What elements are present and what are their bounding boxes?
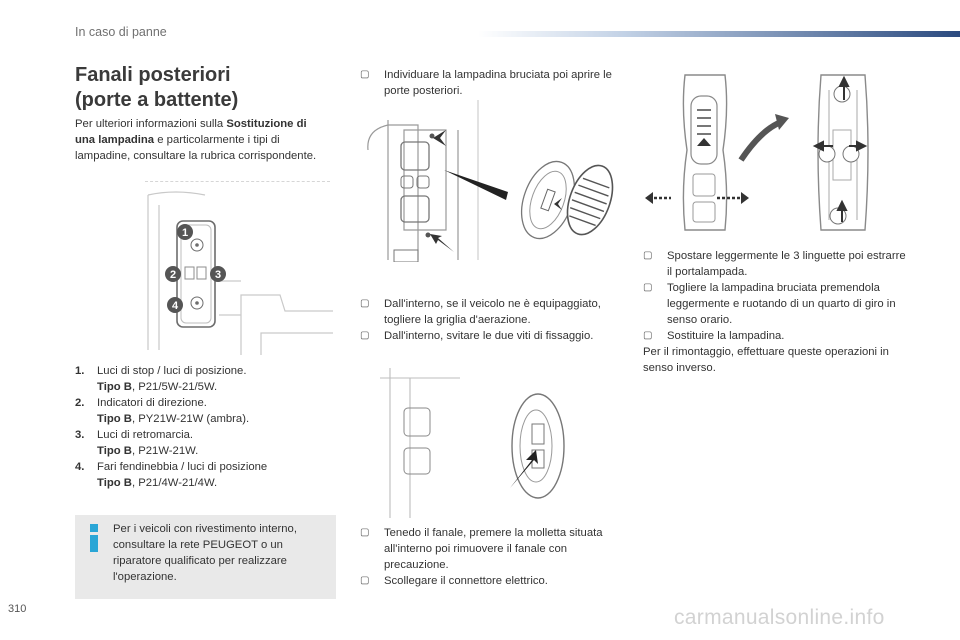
steps-open-doors	[360, 67, 625, 99]
intro-after: e particolarmente i tipi di lampadine, consultare la rubrica corrispondente.	[75, 134, 317, 162]
callout-3: 3	[214, 269, 222, 281]
page-title	[75, 63, 238, 113]
bulb-type: Tipo B	[97, 477, 132, 489]
bulb-name: Luci di retromarcia.	[97, 429, 194, 441]
checkbox-bullet-icon: ▢	[360, 330, 370, 341]
title-line-2: (porte a battente)	[75, 89, 239, 111]
header-gradient-bar	[478, 31, 960, 37]
lamp-holder-diagram	[645, 70, 915, 240]
title-line-1: Fanali posteriori	[75, 64, 231, 86]
checkbox-bullet-icon: ▢	[643, 250, 653, 261]
intro-before: Per ulteriori informazioni sulla	[75, 118, 227, 130]
step-text: Togliere la lampadina bruciata premendola leggermente e ruotando di un quarto di giro in senso orario.	[667, 282, 896, 326]
bulb-type: Tipo B	[97, 445, 132, 457]
list-item	[643, 248, 913, 280]
list-item	[643, 280, 913, 328]
list-item	[360, 525, 625, 573]
checkbox-bullet-icon: ▢	[360, 298, 370, 309]
page-number: 310	[8, 603, 27, 615]
step-text: Dall'interno, se il veicolo ne è equipaggiato, togliere la griglia d'aerazione.	[384, 298, 601, 326]
info-text: Per i veicoli con rivestimento interno, consultare la rete PEUGEOT o un riparatore qualificato per realizzare l'operazione.	[113, 523, 297, 583]
list-item	[643, 328, 913, 344]
bulb-list	[75, 363, 335, 491]
checkbox-bullet-icon: ▢	[360, 527, 370, 538]
divider	[145, 181, 330, 182]
info-icon	[89, 524, 99, 552]
checkbox-bullet-icon: ▢	[360, 575, 370, 586]
bulb-name: Indicatori di direzione.	[97, 397, 207, 409]
step-text: Individuare la lampadina bruciata poi aprire le porte posteriori.	[384, 69, 612, 97]
step-text: Dall'interno, svitare le due viti di fissaggio.	[384, 330, 594, 342]
list-item	[360, 67, 625, 99]
info-box	[75, 515, 336, 599]
checkbox-bullet-icon: ▢	[643, 330, 653, 341]
list-item	[75, 395, 335, 427]
section-header: In caso di panne	[75, 25, 167, 39]
callout-1: 1	[181, 227, 189, 239]
bulb-number: 2.	[75, 397, 85, 409]
list-item	[360, 328, 625, 344]
lamp-clip-diagram	[380, 368, 580, 518]
bulb-number: 3.	[75, 429, 85, 441]
bulb-number: 1.	[75, 365, 85, 377]
checkbox-bullet-icon: ▢	[643, 282, 653, 293]
list-item	[75, 459, 335, 491]
steps-replace-bulb	[643, 248, 913, 376]
step-text: Sostituire la lampadina.	[667, 330, 785, 342]
bulb-name: Fari fendinebbia / luci di posizione	[97, 461, 268, 473]
tail-light-diagram	[145, 185, 335, 355]
bulb-spec: , P21/4W-21/4W.	[131, 477, 218, 489]
bulb-number: 4.	[75, 461, 85, 473]
step-text: Tenedo il fanale, premere la molletta situata all'interno poi rimuovere il fanale con precauzione.	[384, 527, 603, 571]
bulb-spec: , P21/5W-21/5W.	[131, 381, 218, 393]
bulb-spec: , P21W-21W.	[131, 445, 199, 457]
watermark-link[interactable]: carmanualsonline.info	[674, 606, 885, 629]
step-text: Spostare leggermente le 3 linguette poi estrarre il portalampada.	[667, 250, 906, 278]
bulb-type: Tipo B	[97, 413, 132, 425]
steps-remove-screws	[360, 296, 625, 344]
list-item	[75, 363, 335, 395]
intro-paragraph	[75, 116, 325, 164]
bulb-type: Tipo B	[97, 381, 132, 393]
list-item	[360, 573, 625, 589]
bulb-name: Luci di stop / luci di posizione.	[97, 365, 247, 377]
step-text: Scollegare il connettore elettrico.	[384, 575, 548, 587]
list-item	[75, 427, 335, 459]
checkbox-bullet-icon: ▢	[360, 69, 370, 80]
intro-bold-link: Sostituzione di una lampadina	[75, 118, 307, 146]
list-item	[360, 296, 625, 328]
rear-door-diagram	[358, 100, 620, 262]
callout-2: 2	[169, 269, 177, 281]
bulb-spec: , PY21W-21W (ambra).	[131, 413, 250, 425]
steps-remove-lamp	[360, 525, 625, 589]
reassembly-note: Per il rimontaggio, effettuare queste operazioni in senso inverso.	[643, 346, 889, 374]
callout-4: 4	[171, 300, 179, 312]
